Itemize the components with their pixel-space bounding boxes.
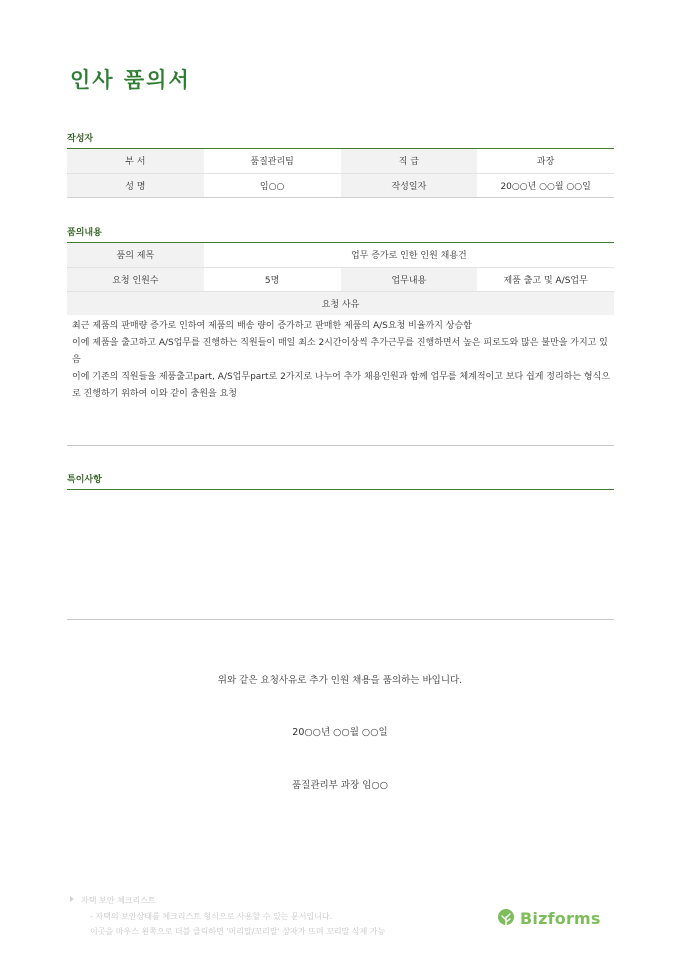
duty-label: 업무내용 [341, 267, 478, 291]
footer-line-1: - 자택의 보안상태를 체크리스트 형식으로 사용할 수 있는 문서입니다. [90, 912, 333, 921]
table-row [67, 149, 614, 173]
position-value[interactable]: 과장 [477, 149, 614, 173]
closing-signature: 품질관리부 과장 임○○ [291, 780, 389, 791]
tree-icon [496, 908, 516, 928]
reason-paragraph: 이에 기존의 직원들을 제품출고part, A/S업무part로 2가지로 나누어 추가 채용인원과 함께 업무를 체계적이고 보다 쉽게 정리하는 형식으로 진행하기 위하여 이와 같이 충원을 요청 [72, 372, 611, 399]
notes-section-rule [67, 489, 614, 490]
document-title: 인사 품의서 [70, 68, 191, 92]
position-label: 직 급 [341, 149, 478, 173]
date-label: 작성일자 [341, 173, 478, 197]
headcount-value[interactable]: 5명 [204, 267, 341, 291]
closing-statement: 위와 같은 요청사유로 추가 인원 채용을 품의하는 바입니다. [217, 675, 463, 686]
name-value[interactable]: 임○○ [204, 173, 341, 197]
content-section-label: 품의내용 [67, 228, 102, 238]
notes-section-bottom-rule [67, 619, 614, 620]
brand-name: Bizforms [520, 908, 601, 928]
closing-date: 20○○년 ○○월 ○○일 [292, 727, 388, 738]
reason-label: 요청 사유 [67, 291, 614, 315]
subject-value[interactable]: 업무 증가로 인한 인원 채용건 [204, 243, 614, 267]
author-section-label: 작성자 [67, 134, 94, 144]
duty-value[interactable]: 제품 출고 및 A/S업무 [477, 267, 614, 291]
notes-area[interactable] [67, 491, 614, 618]
table-row [67, 243, 614, 267]
table-row [67, 291, 614, 315]
content-section-bottom-rule [67, 445, 614, 446]
notes-section-label: 특이사항 [67, 475, 102, 485]
reason-paragraph: 이에 제품을 출고하고 A/S업무를 진행하는 직원들이 매일 최소 2시간이상씩 추가근무를 진행하면서 높은 피로도와 많은 불만을 가지고 있음 [72, 338, 608, 365]
department-value[interactable]: 품질관리팀 [204, 149, 341, 173]
subject-label: 품의 제목 [67, 243, 204, 267]
table-row [67, 173, 614, 197]
bizforms-logo [496, 906, 601, 930]
reason-paragraph: 최근 제품의 판매량 증가로 인하여 제품의 배송 량이 증가하고 판매한 제품의 A/S요청 비율까지 상승함 [72, 321, 472, 331]
reason-text[interactable] [72, 318, 612, 403]
department-label: 부 서 [67, 149, 204, 173]
footer-heading: 자택 보안 체크리스트 [70, 895, 156, 906]
content-table [67, 243, 614, 315]
author-table [67, 149, 614, 198]
table-row [67, 267, 614, 291]
headcount-label: 요청 인원수 [67, 267, 204, 291]
name-label: 성 명 [67, 173, 204, 197]
date-value[interactable]: 20○○년 ○○월 ○○일 [477, 173, 614, 197]
triangle-bullet-icon [70, 896, 74, 902]
footer-line-2: 이곳을 마우스 왼쪽으로 더블 클릭하면 '머리말/꼬리말' 상자가 뜨며 꼬리말 삭제 가능 [90, 927, 386, 936]
